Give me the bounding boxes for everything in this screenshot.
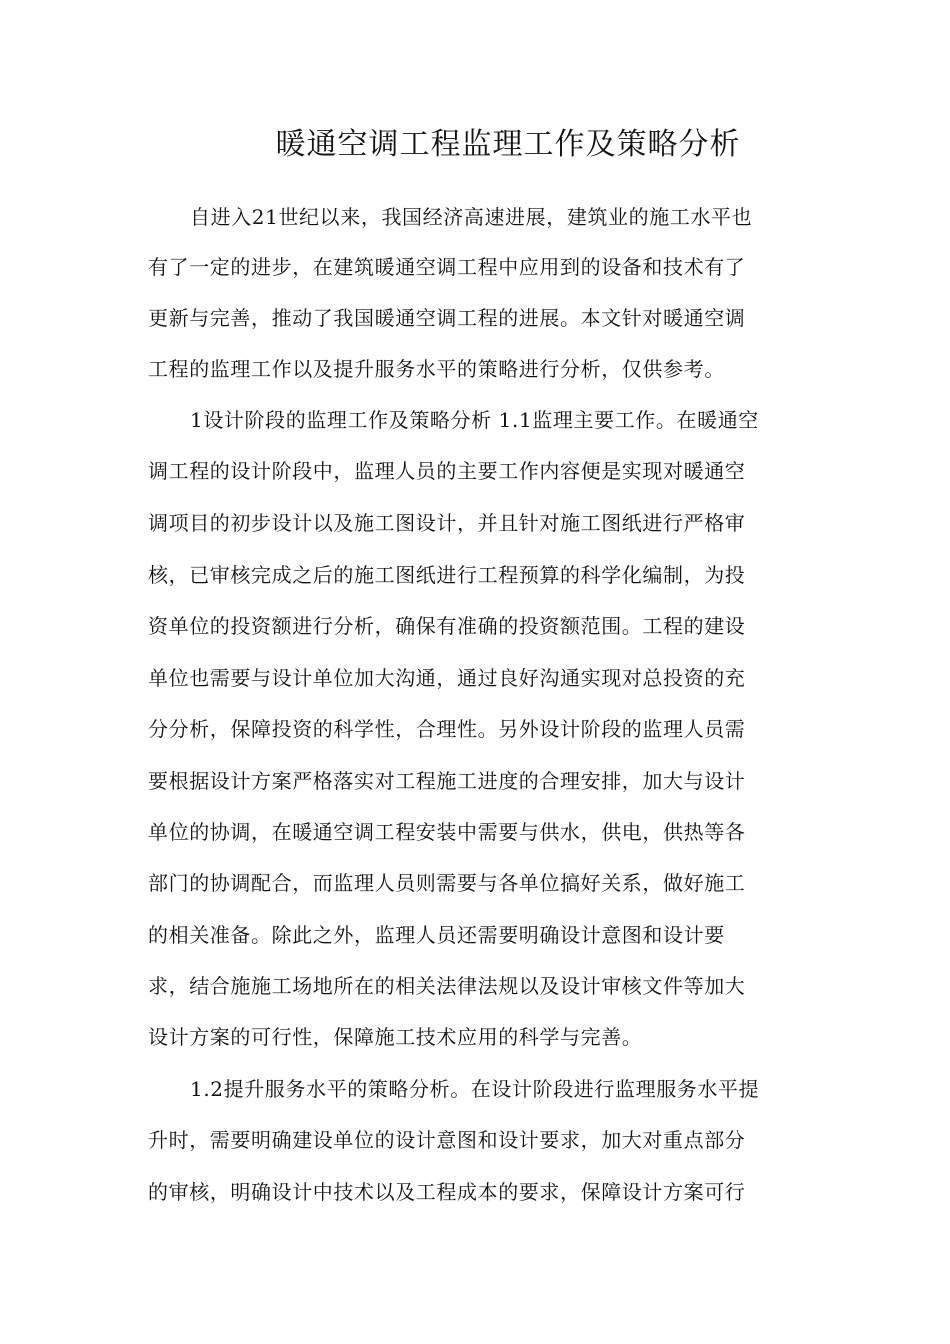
document-title: 暖通空调工程监理工作及策略分析 xyxy=(275,127,741,162)
paragraph-line: 升时，需要明确建设单位的设计意图和设计要求，加大对重点部分 xyxy=(148,1128,746,1152)
paragraph-line: 1设计阶段的监理工作及策略分析 1.1监理主要工作。在暖通空 xyxy=(190,408,759,432)
paragraph-line: 设计方案的可行性，保障施工技术应用的科学与完善。 xyxy=(148,1025,643,1049)
paragraph-line: 调项目的初步设计以及施工图设计，并且针对施工图纸进行严格审 xyxy=(148,511,746,535)
paragraph-line: 分分析，保障投资的科学性，合理性。另外设计阶段的监理人员需 xyxy=(148,717,746,741)
paragraph-line: 更新与完善，推动了我国暖通空调工程的进展。本文针对暖通空调 xyxy=(148,306,746,330)
paragraph-line: 的相关准备。除此之外，监理人员还需要明确设计意图和设计要 xyxy=(148,923,725,947)
paragraph-line: 工程的监理工作以及提升服务水平的策略进行分析，仅供参考。 xyxy=(148,357,725,381)
paragraph-line: 单位也需要与设计单位加大沟通，通过良好沟通实现对总投资的充 xyxy=(148,666,746,690)
paragraph-line: 的审核，明确设计中技术以及工程成本的要求，保障设计方案可行 xyxy=(148,1180,746,1204)
paragraph-line: 调工程的设计阶段中，监理人员的主要工作内容便是实现对暖通空 xyxy=(148,459,746,483)
paragraph-line: 1.2提升服务水平的策略分析。在设计阶段进行监理服务水平提 xyxy=(190,1077,760,1101)
paragraph-line: 要根据设计方案严格落实对工程施工进度的合理安排，加大与设计 xyxy=(148,769,746,793)
paragraph-line: 单位的协调，在暖通空调工程安装中需要与供水，供电，供热等各 xyxy=(148,820,746,844)
paragraph-line: 部门的协调配合，而监理人员则需要与各单位搞好关系，做好施工 xyxy=(148,871,746,895)
paragraph-line: 资单位的投资额进行分析，确保有准确的投资额范围。工程的建设 xyxy=(148,614,746,638)
paragraph-line: 求，结合施施工场地所在的相关法律法规以及设计审核文件等加大 xyxy=(148,974,746,998)
paragraph-line: 有了一定的进步，在建筑暖通空调工程中应用到的设备和技术有了 xyxy=(148,255,746,279)
paragraph-line: 核，已审核完成之后的施工图纸进行工程预算的科学化编制，为投 xyxy=(148,563,746,587)
paragraph-line: 自进入21世纪以来，我国经济高速进展，建筑业的施工水平也 xyxy=(190,205,753,229)
